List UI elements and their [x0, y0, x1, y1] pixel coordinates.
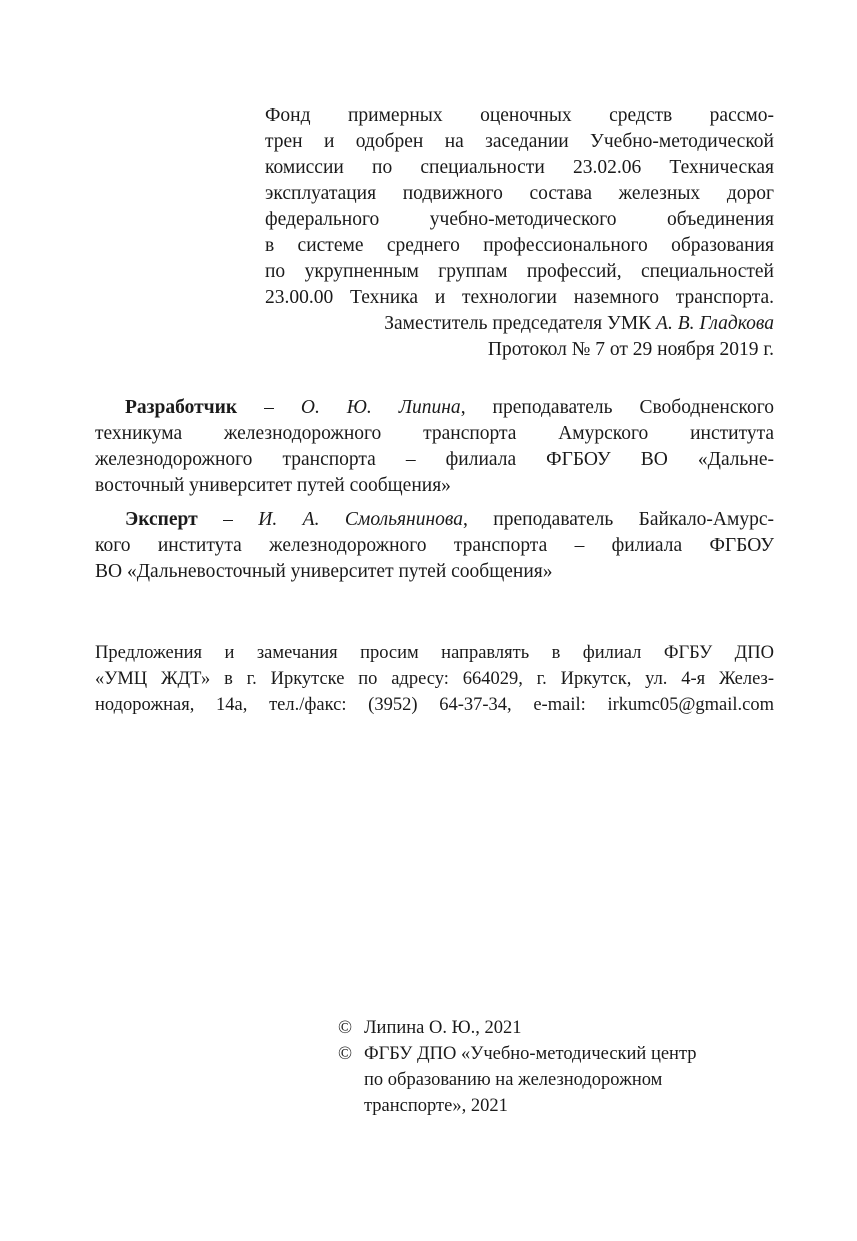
- approver-name: А. В. Гладкова: [656, 313, 774, 334]
- developer-line: железнодорожного транспорта – филиала ФГБОУ ВО «Дальне-: [95, 449, 774, 470]
- contributors: [95, 395, 774, 585]
- approval-line: по укрупненным группам профессий, специальностей: [265, 261, 774, 282]
- copyright-block: [338, 1015, 788, 1119]
- developer-label: Разработчик: [125, 397, 238, 418]
- approval-line: комиссии по специальности 23.02.06 Техническая: [265, 157, 774, 178]
- developer-position: , преподаватель Свободненского: [460, 397, 775, 418]
- copyright-author: Липина О. Ю., 2021: [364, 1018, 522, 1038]
- contacts-line: Предложения и замечания просим направлять в филиал ФГБУ ДПО: [95, 643, 774, 663]
- approval-line: трен и одобрен на заседании Учебно-методической: [265, 131, 774, 152]
- approver-role: Заместитель председателя УМК: [384, 313, 652, 334]
- developer-line: восточный университет путей сообщения»: [95, 475, 451, 496]
- expert-paragraph: [95, 507, 774, 585]
- expert-line: ВО «Дальневосточный университет путей сообщения»: [95, 561, 553, 582]
- approval-line: Фонд примерных оценочных средств рассмо-: [265, 105, 774, 126]
- developer-dash: –: [237, 397, 301, 418]
- copyright-entry: [338, 1041, 788, 1067]
- approver-block: [265, 311, 774, 363]
- expert-position: , преподаватель Байкало-Амурс-: [462, 509, 774, 530]
- expert-line: [95, 507, 774, 533]
- contacts-block: [95, 640, 774, 718]
- approval-line: эксплуатация подвижного состава железных дорог: [265, 183, 774, 204]
- copyright-symbol: ©: [338, 1018, 353, 1038]
- developer-line: техникума железнодорожного транспорта Амурского института: [95, 423, 774, 444]
- approver-line: [265, 311, 774, 337]
- developer-name: О. Ю. Липина: [300, 397, 461, 418]
- copyright-publisher-line: ФГБУ ДПО «Учебно-методический центр: [364, 1044, 697, 1064]
- expert-label: Эксперт: [125, 509, 198, 530]
- expert-line: кого института железнодорожного транспорта – филиала ФГБОУ: [95, 535, 774, 556]
- copyright-symbol: ©: [338, 1044, 353, 1064]
- contacts-line: нодорожная, 14а, тел./факс: (3952) 64-37-34, e-mail: irkumc05@gmail.com: [95, 695, 774, 715]
- expert-name: И. А. Смольянинова: [258, 509, 463, 530]
- approval-line: 23.00.00 Техника и технологии наземного транспорта.: [265, 287, 774, 308]
- expert-dash: –: [197, 509, 259, 530]
- copyright-entry: [338, 1015, 788, 1041]
- approval-line: в системе среднего профессионального образования: [265, 235, 774, 256]
- copyright-publisher-line: транспорте», 2021: [364, 1096, 508, 1116]
- protocol-line: Протокол № 7 от 29 ноября 2019 г.: [487, 339, 774, 360]
- copyright-publisher-line: по образованию на железнодорожном: [364, 1070, 663, 1090]
- approval-line: федерального учебно-методического объединения: [265, 209, 774, 230]
- developer-paragraph: [95, 395, 774, 499]
- contacts-line: «УМЦ ЖДТ» в г. Иркутске по адресу: 664029, г. Иркутск, ул. 4-я Желез-: [95, 669, 774, 689]
- approval-statement: [265, 103, 774, 311]
- developer-line: [95, 395, 774, 421]
